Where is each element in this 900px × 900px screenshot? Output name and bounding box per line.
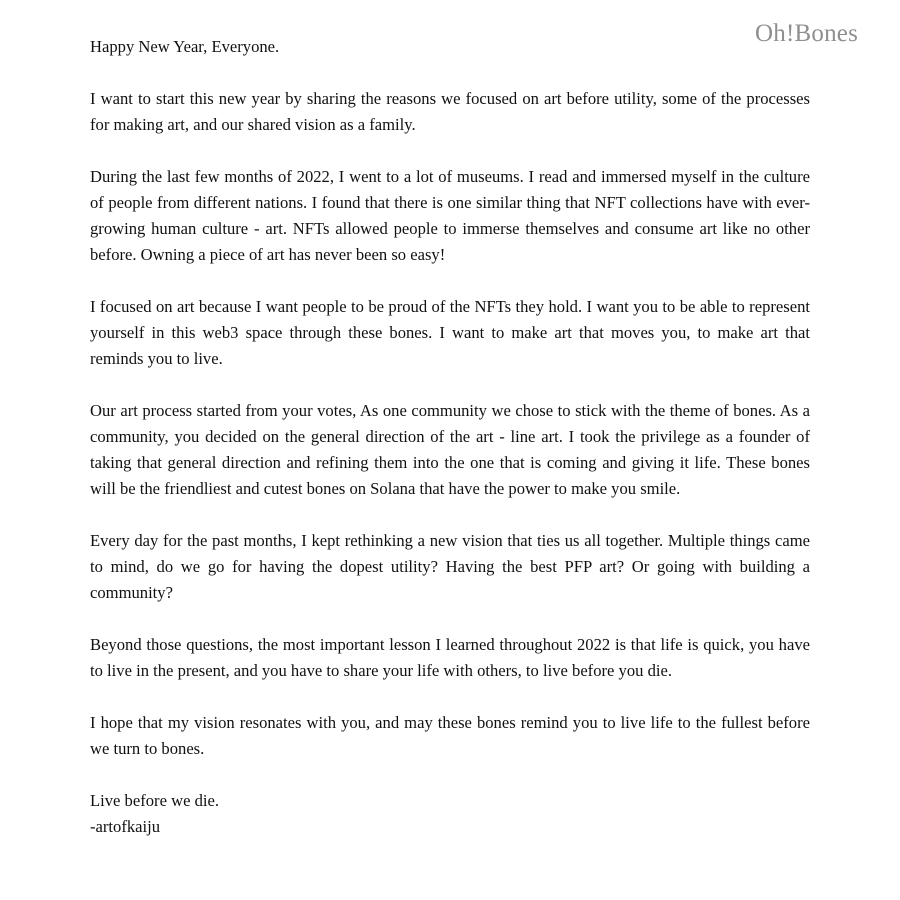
letter-closing: Live before we die.: [90, 791, 219, 810]
letter-paragraph: I want to start this new year by sharing the reasons we focused on art before utility, some of the processes for making art, and our shared vision as a family.: [90, 89, 810, 134]
letter-paragraph: Every day for the past months, I kept rethinking a new vision that ties us all together. Multiple things came to mind, do we go for having the dopest utility? Having the best PFP art? Or going with building a community?: [90, 531, 810, 602]
letter-paragraph: I focused on art because I want people to be proud of the NFTs they hold. I want you to be able to represent yourself in this web3 space through these bones. I want to make art that moves you, to make art that reminds you to live.: [90, 297, 810, 368]
letter-greeting: Happy New Year, Everyone.: [90, 37, 280, 56]
brand-logo: Oh!Bones: [755, 20, 858, 47]
letter-signature: -artofkaiju: [90, 817, 161, 836]
letter-paragraph: I hope that my vision resonates with you, and may these bones remind you to live life to the fullest before we turn to bones.: [90, 713, 810, 758]
letter-paragraph: Our art process started from your votes, As one community we chose to stick with the theme of bones. As a community, you decided on the general direction of the art - line art. I took the privilege as a founder of taking that general direction and refining them into the one that is coming and giving it life. These bones will be the friendliest and cutest bones on Solana that have the power to make you smile.: [90, 401, 810, 498]
letter-body: [90, 34, 810, 866]
letter-paragraph: During the last few months of 2022, I went to a lot of museums. I read and immersed myself in the culture of people from different nations. I found that there is one similar thing that NFT collections have with ever-growing human culture - art. NFTs allowed people to immerse themselves and consume art like no other before. Owning a piece of art has never been so easy!: [90, 167, 810, 264]
letter-paragraph: Beyond those questions, the most important lesson I learned throughout 2022 is that life is quick, you have to live in the present, and you have to share your life with others, to live before you die.: [90, 635, 810, 680]
